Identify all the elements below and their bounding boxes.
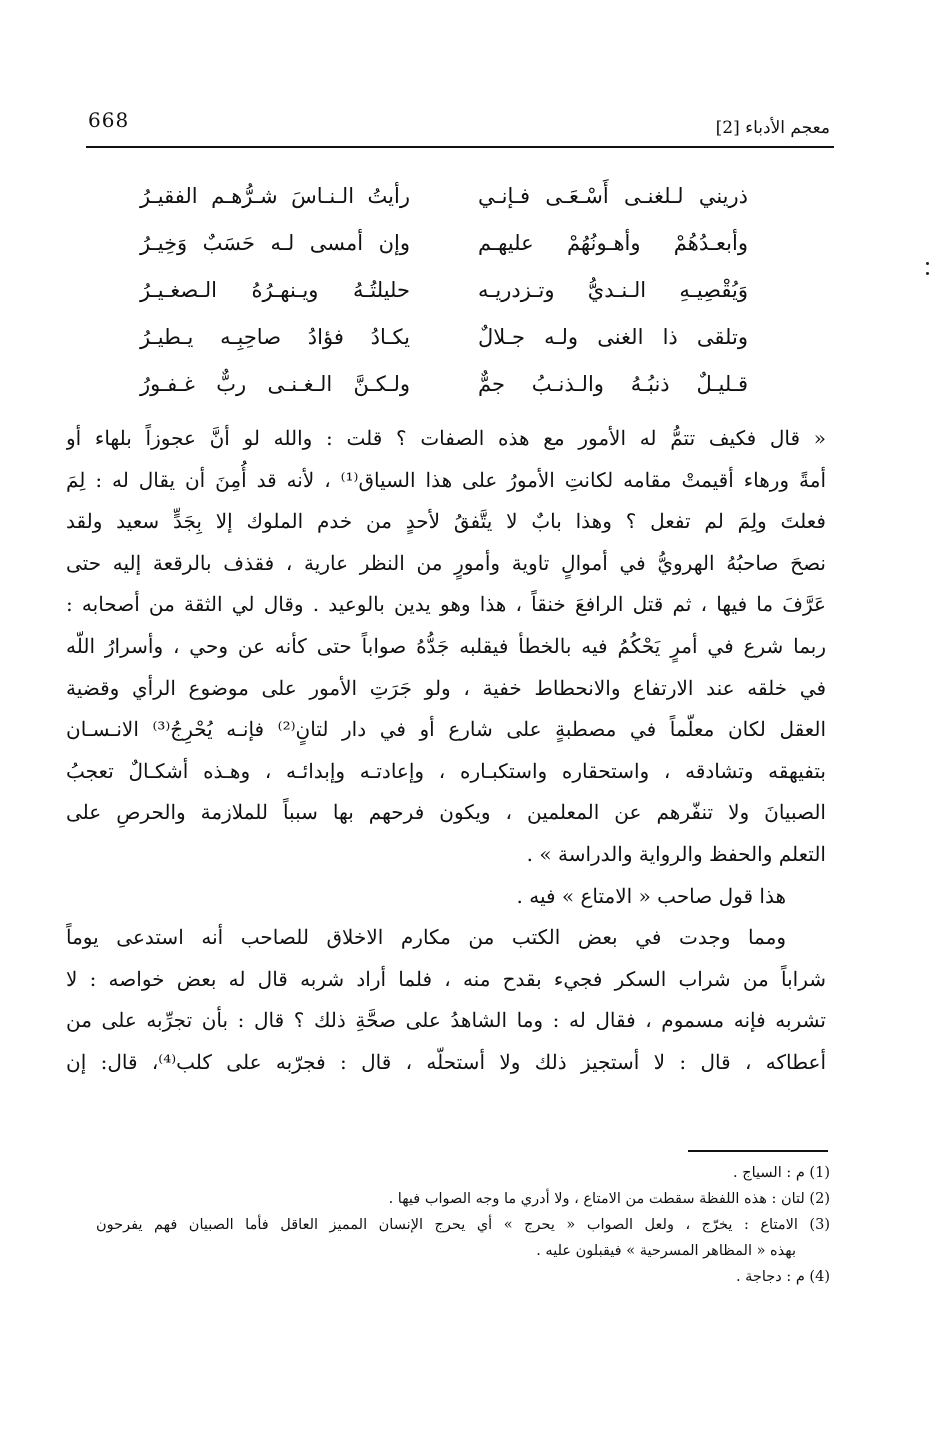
text-line: بتفيهقه وتشادقه ، واستحقاره واستكبـاره ، وإعادتـه وإبدائـه ، وهـذه أشكـالٌ تعجبُ <box>66 758 826 783</box>
verse-second-hemistich: يكـادُ فؤادُ صاحِبِـه يـطيـرُ <box>140 324 410 349</box>
poem-verse <box>140 266 748 313</box>
footnote: (3) الامتاع : يخرّج ، ولعل الصواب « يحرج » أي يحرج الإنسان المميز العاقل فأما الصبيان فهم يفرحون <box>96 1217 830 1233</box>
text-line: أمةً ورهاء أقيمتْ مقامه لكانتِ الأمورُ على هذا السياق⁽¹⁾ ، لأنه قد أُمِنَ أن يقال له : لِمَ <box>66 467 826 492</box>
text-line: الصبيانَ ولا تنفّرهم عن المعلمين ، ويكون فرحهم بها سبباً للملازمة والحرصِ على <box>66 800 826 825</box>
footnote: (1) م : السياج . <box>732 1165 830 1181</box>
footnote: (2) لتان : هذه اللفظة سقطت من الامتاع ، ولا أدري ما وجه الصواب فيها . <box>388 1191 830 1207</box>
text-line: أعطاكه ، قال : لا أستجيز ذلك ولا أستحلّه ، قال : فجرّبه على كلب⁽⁴⁾، قال: إن <box>66 1049 826 1074</box>
verse-first-hemistich: وتلقى ذا الغنى ولـه جـلالٌ <box>478 324 748 349</box>
footnote-continuation: بهذه « المظاهر المسرحية » فيقبلون عليه . <box>536 1243 796 1259</box>
footnote: (4) م : دجاجة . <box>735 1269 830 1285</box>
body-text <box>66 418 826 1084</box>
page-number: 668 <box>88 108 130 132</box>
text-line: فعلتَ ولِمَ لم تفعل ؟ وهذا بابٌ لا يتَّفقُ لأحدٍ من خدم الملوك إلا بِجَدٍّ سعيد ولقد <box>66 509 826 534</box>
verse-second-hemistich: رأيتُ الـنـاسَ شـرُّهـم الفقيـرُ <box>140 183 410 208</box>
poem-verse <box>140 313 748 360</box>
verse-first-hemistich: ذريني لـلغنـى أَسْـعَـى فـإنـي <box>478 183 748 208</box>
text-line: في خلقه عند الارتفاع والانحطاط خفية ، ولو جَرَتِ الأمور على موضوع الرأي وقضية <box>66 675 826 700</box>
text-line: العقل لكان معلّماً في مصطبةٍ على شارع أو في دار لتانٍ⁽²⁾ فإنـه يُحْرِجُ⁽³⁾ الانـسـان <box>66 717 826 742</box>
verse-second-hemistich: وإن أمسى لـه حَسَبٌ وَخِيـرُ <box>140 230 410 255</box>
verse-second-hemistich: حليلتُـهُ ويـنهـرُهُ الـصغـيـرُ <box>140 277 410 302</box>
verse-first-hemistich: وأبعـدُهُمْ وأهـونُهُمْ عليهـم <box>478 230 748 255</box>
text-line: شراباً من شراب السكر فجيء بقدح منه ، فلما أراد شربه قال له بعض خواصه : لا <box>66 966 826 991</box>
running-title: معجم الأدباء [2] <box>715 118 830 138</box>
footnote-rule <box>688 1150 828 1152</box>
verse-first-hemistich: قـليـلٌ ذنبُـهُ والـذنـبُ جمٌّ <box>478 371 748 396</box>
scan-speck <box>926 262 929 276</box>
text-line: « قال فكيف تتمُّ له الأمور مع هذه الصفات ؟ قلت : والله لو أنَّ عجوزاً بلهاء أو <box>66 426 826 450</box>
text-line: هذا قول صاحب « الامتاع » فيه . <box>516 883 786 908</box>
text-line: تشربه فإنه مسموم ، فقال له : وما الشاهدُ على صحَّةِ ذلك ؟ قال : بأن تجرِّبه على من <box>66 1008 826 1033</box>
text-line: التعلم والحفظ والرواية والدراسة » . <box>526 841 826 866</box>
footnotes <box>96 1160 830 1290</box>
poem-verse <box>140 172 748 219</box>
header-rule <box>86 146 834 148</box>
poem <box>140 172 748 407</box>
verse-first-hemistich: وَيُقْصِيـهِ الـنـديُّ وتـزدريـه <box>478 277 748 302</box>
poem-verse <box>140 360 748 407</box>
text-line: ومما وجدت في بعض الكتب من مكارم الاخلاق للصاحب أنه استدعى يوماً <box>66 925 786 950</box>
text-line: نصحَ صاحبُهُ الهرويُّ في أموالٍ تاوية وأمورٍ من النظر عارية ، فقذف بالرقعة إليه حتى <box>66 550 826 575</box>
text-line: ربما شرع في أمرٍ يَحْكُمُ فيه بالخطأ فيقلبه جَدُّهُ صواباً حتى كأنه عن وحي ، وأسرارُ اللّه <box>66 633 826 658</box>
text-line: عَرَّفَ ما فيها ، ثم قتل الرافعَ خنقاً ، هذا وهو يدين بالوعيد . وقال لي الثقة من أصحابه : <box>66 592 826 617</box>
verse-second-hemistich: ولـكـنَّ الـغـنـى ربٌّ غـفـورُ <box>140 371 410 396</box>
poem-verse <box>140 219 748 266</box>
